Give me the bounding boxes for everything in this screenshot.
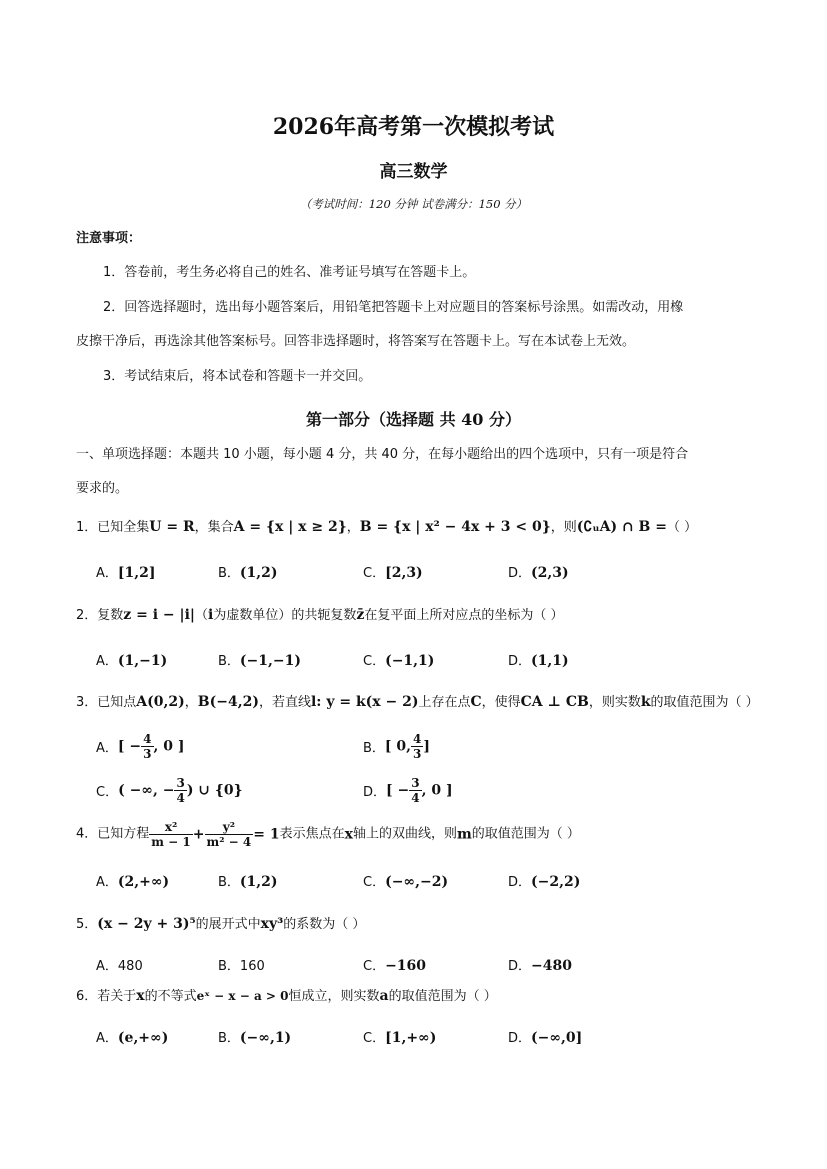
q6-option-c[interactable] [363, 1027, 436, 1046]
option-value: (−∞,−2) [385, 874, 449, 890]
math-expression: z = i − |i| [123, 607, 196, 623]
option-label: B． [218, 566, 240, 581]
option-label: B． [363, 741, 385, 756]
option-value: (e,+∞) [117, 1030, 169, 1046]
option-label: C． [363, 654, 386, 669]
question-text: ，则 [550, 520, 577, 535]
fraction-numerator: x² [149, 820, 192, 835]
section-intro-line-1: 一、单项选择题：本题共 10 小题，每小题 4 分，共 40 分，在每小题给出的四个选项中，只有一项是符合 [76, 447, 689, 462]
math-expression: (∁ᵤA) ∩ B = [576, 519, 667, 535]
math-expression: = 1 [253, 826, 280, 843]
q3-option-a[interactable] [96, 732, 185, 761]
math-expression: CA ⊥ CB [520, 694, 589, 710]
q1-option-b[interactable] [218, 562, 278, 581]
question-6 [76, 987, 497, 1006]
math-expression: m [456, 826, 472, 843]
question-text: 已知全集 [97, 520, 150, 535]
q6-option-d[interactable] [508, 1027, 582, 1046]
fraction [205, 820, 254, 849]
option-value: (1,2) [239, 874, 278, 890]
math-expression: a [379, 988, 389, 1004]
option-value: (−2,2) [531, 874, 581, 890]
question-text: 已知点 [97, 695, 137, 710]
option-value: (1,2) [239, 565, 278, 581]
question-text: ， [346, 520, 360, 535]
option-value: (1,1) [531, 653, 569, 669]
option-value: (−1,1) [385, 653, 435, 669]
math-expression: x [344, 826, 353, 843]
q5-option-b[interactable] [218, 955, 265, 974]
question-4 [76, 820, 580, 849]
question-text: ，则实数 [588, 695, 641, 710]
fraction-numerator: 3 [176, 776, 185, 790]
question-1 [76, 518, 697, 537]
question-text: 为虚数单位）的共轭复数 [213, 608, 357, 623]
option-label: D． [508, 959, 532, 974]
question-text: 的系数为（ ） [283, 917, 366, 932]
option-label: D． [508, 566, 532, 581]
section-title: 第一部分（选择题 共 40 分） [306, 410, 521, 429]
fraction-numerator: 4 [143, 732, 152, 746]
option-label: B． [218, 959, 240, 974]
question-number: 5． [76, 917, 98, 932]
option-value: [2,3) [385, 565, 423, 581]
exam-subtitle: 高三数学 [379, 162, 448, 182]
q3-option-c[interactable] [96, 776, 243, 805]
question-text: 的展开式中 [195, 917, 261, 932]
exam-info: （考试时间：120 分钟 试卷满分：150 分） [299, 197, 528, 211]
q6-option-b[interactable] [218, 1027, 291, 1046]
math-expression: A = {x | x ≥ 2} [233, 519, 347, 535]
option-value: [1,+∞) [385, 1030, 437, 1046]
option-label: D． [508, 1031, 532, 1046]
option-label: A． [96, 654, 118, 669]
option-label: D． [363, 785, 387, 800]
option-value: [1,2] [117, 565, 156, 581]
option-value: (1,−1) [117, 653, 168, 669]
option-label: C． [363, 566, 386, 581]
question-text: 轴上的双曲线，则 [352, 826, 457, 842]
option-value: −160 [385, 958, 427, 974]
option-value: −480 [531, 958, 572, 974]
fraction-denominator: 3 [143, 747, 152, 761]
question-text: 的取值范围为（ ） [650, 695, 759, 710]
question-2 [76, 606, 563, 625]
q3-option-b[interactable] [363, 732, 430, 761]
math-expression: k [640, 694, 651, 710]
math-expression: x [136, 988, 145, 1004]
option-label: A． [96, 959, 118, 974]
math-expression: A(0,2) [136, 694, 185, 710]
q1-option-d[interactable] [508, 562, 569, 581]
q1-option-a[interactable] [96, 562, 156, 581]
question-text: 上存在点 [418, 695, 471, 710]
math-expression: B(−4,2) [197, 694, 259, 710]
fraction-denominator: 4 [176, 791, 185, 805]
math-expression: (x − 2y + 3)⁵ [97, 916, 196, 932]
question-3 [76, 693, 759, 712]
math-operator: + [192, 826, 205, 843]
note-item-2-line-1: 2．回答选择题时，选出每小题答案后，用铅笔把答题卡上对应题目的答案标号涂黑。如需改动，用橡 [103, 300, 684, 315]
interval-left: [ − [386, 782, 410, 799]
question-text: 的取值范围为（ ） [388, 989, 497, 1004]
option-value: (−1,−1) [239, 653, 301, 669]
question-text: ，使得 [481, 695, 521, 710]
question-text: 复数 [97, 608, 124, 623]
exam-title: 2026年高考第一次模拟考试 [272, 114, 555, 140]
fraction-numerator: 4 [413, 732, 422, 746]
interval-left: [ − [117, 738, 142, 755]
option-label: A． [96, 875, 118, 890]
math-expression: B = {x | x² − 4x + 3 < 0} [359, 519, 551, 535]
fraction-numerator: 3 [411, 776, 420, 790]
interval-left: [ 0, [384, 738, 412, 755]
question-text: 的取值范围为（ ） [471, 826, 580, 842]
q5-option-d[interactable] [508, 955, 572, 974]
math-expression: l: y = k(x − 2) [310, 694, 419, 710]
option-label: A． [96, 741, 118, 756]
section-intro-line-2: 要求的。 [76, 481, 129, 496]
question-number: 6． [76, 989, 98, 1004]
fraction [409, 776, 421, 805]
fraction-denominator: 4 [411, 791, 420, 805]
question-number: 3． [76, 695, 98, 710]
interval-right: ) ∪ {0} [186, 782, 243, 799]
question-text: （ [195, 608, 209, 623]
option-label: B． [218, 654, 240, 669]
fraction [141, 732, 153, 761]
option-value: 160 [239, 959, 265, 974]
interval-right: , 0 ] [153, 738, 185, 755]
option-label: C． [363, 1031, 386, 1046]
q5-option-c[interactable] [363, 955, 426, 974]
question-text: ，若直线 [258, 695, 311, 710]
option-label: D． [508, 875, 532, 890]
question-text: 在复平面上所对应点的坐标为（ ） [364, 608, 564, 623]
question-number: 2． [76, 608, 98, 623]
interval-right: ] [423, 738, 431, 755]
q4-option-d[interactable] [508, 871, 580, 890]
option-label: D． [508, 654, 532, 669]
question-text: ， [184, 695, 198, 710]
fraction [174, 776, 186, 805]
option-value: (−∞,0] [531, 1030, 583, 1046]
q1-option-c[interactable] [363, 562, 423, 581]
option-label: C． [363, 875, 386, 890]
interval-left: ( −∞, − [118, 782, 175, 799]
option-label: A． [96, 566, 118, 581]
option-value: (2,3) [531, 565, 569, 581]
math-expression: C [470, 694, 482, 710]
option-label: B． [218, 875, 240, 890]
option-value: 480 [117, 959, 143, 974]
question-number: 1． [76, 520, 98, 535]
fraction-denominator: 3 [413, 747, 422, 761]
notes-heading: 注意事项： [76, 231, 142, 246]
fraction-denominator: m² − 4 [206, 835, 252, 849]
q2-option-a[interactable] [96, 650, 167, 669]
math-expression: z̄ [356, 607, 365, 623]
note-item-2-line-2: 皮擦干净后，再选涂其他答案标号。回答非选择题时，将答案写在答题卡上。写在本试卷上无效。 [76, 334, 636, 349]
question-text: 若关于 [97, 989, 137, 1004]
math-expression: U = R [149, 519, 195, 535]
question-text: ，集合 [194, 520, 234, 535]
math-expression: eˣ − x − a > 0 [196, 989, 289, 1003]
q2-option-d[interactable] [508, 650, 569, 669]
math-expression: xy³ [260, 916, 284, 932]
fraction-denominator: m − 1 [151, 835, 191, 849]
option-label: A． [96, 1031, 118, 1046]
option-value: (2,+∞) [117, 874, 170, 890]
question-text: （ ） [667, 520, 698, 535]
question-text: 表示焦点在 [279, 826, 345, 842]
question-number: 4． [76, 826, 98, 842]
fraction [149, 820, 192, 849]
q4-option-c[interactable] [363, 871, 448, 890]
q2-option-c[interactable] [363, 650, 434, 669]
question-text: 的不等式 [144, 989, 197, 1004]
fraction-numerator: y² [205, 820, 254, 835]
question-text: 已知方程 [97, 826, 150, 842]
option-label: B． [218, 1031, 240, 1046]
interval-right: , 0 ] [421, 782, 453, 799]
q4-option-a[interactable] [96, 871, 169, 890]
math-expression: i [208, 607, 214, 623]
option-label: C． [96, 785, 119, 800]
question-text: 恒成立，则实数 [288, 989, 380, 1004]
q3-option-d[interactable] [363, 776, 453, 805]
q6-option-a[interactable] [96, 1027, 168, 1046]
note-item-1: 1．答卷前，考生务必将自己的姓名、准考证号填写在答题卡上。 [103, 265, 476, 280]
note-item-3: 3．考试结束后，将本试卷和答题卡一并交回。 [103, 369, 372, 384]
q4-option-b[interactable] [218, 871, 278, 890]
question-5 [76, 915, 365, 934]
q5-option-a[interactable] [96, 955, 143, 974]
q2-option-b[interactable] [218, 650, 301, 669]
fraction [411, 732, 423, 761]
option-label: C． [363, 959, 386, 974]
option-value: (−∞,1) [239, 1030, 292, 1046]
